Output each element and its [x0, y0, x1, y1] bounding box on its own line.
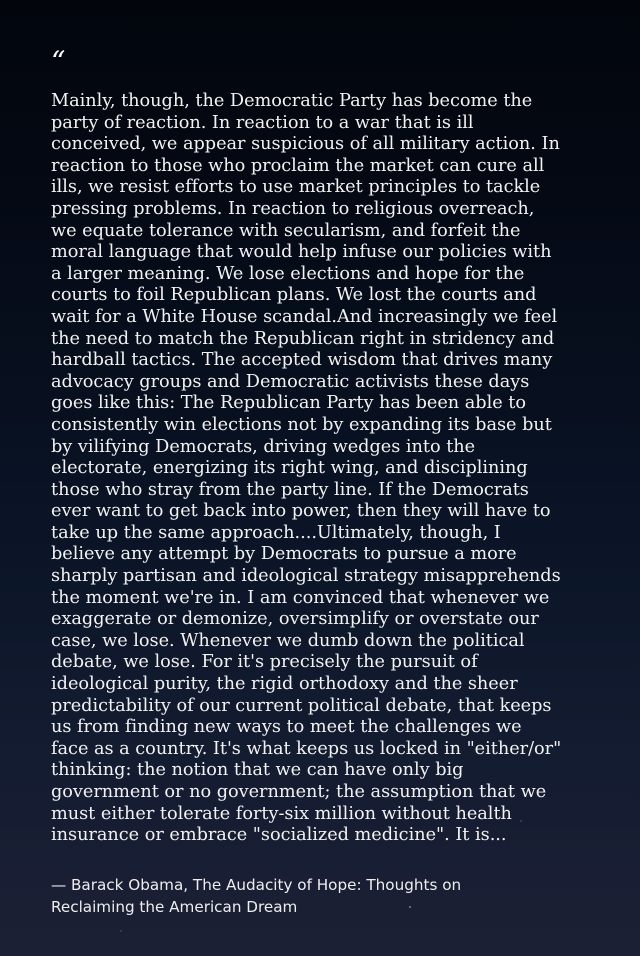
quote-text: Mainly, though, the Democratic Party has become the party of reaction. In reaction to a war that is ill conceived, we appear suspicious of all military action. In reaction to those who proclaim the market can cure all ills, we resist efforts to use market principles to tackle pressing problems. In reaction to religious overreach, we equate tolerance with secularism, and forfeit the moral language that would help infuse our policies with a larger meaning. We lose elections and hope for the courts to foil Republican plans. We lost the courts and wait for a White House scandal.And increasingly we feel the need to match the Republican right in stridency and hardball tactics. The accepted wisdom that drives many advocacy groups and Democratic activists these days goes like this: The Republican Party has been able to consistently win elections not by expanding its base but by vilifying Democrats, driving wedges into the electorate, energizing its right wing, and disciplining those who stray from the party line. If the Democrats ever want to get back into power, then they will have to take up the same approach....Ultimately, though, I believe any attempt by Democrats to pursue a more sharply partisan and ideological strategy misapprehends the moment we're in. I am convinced that whenever we exaggerate or demonize, oversimplify or overstate our case, we lose. Whenever we dumb down the political debate, we lose. For it's precisely the pursuit of ideological purity, the rigid orthodoxy and the sheer predictability of our current political debate, that keeps us from finding new ways to meet the challenges we face as a country. It's what keeps us locked in "either/or" thinking: the notion that we can have only big government or no government; the assumption that we must either tolerate forty-six million without health insurance or embrace "socialized medicine". It is...	[51, 91, 562, 846]
quote-mark-icon: “	[51, 45, 66, 78]
quote-attribution: — Barack Obama, The Audacity of Hope: Thoughts on Reclaiming the American Dream	[51, 876, 462, 916]
star	[120, 930, 122, 932]
